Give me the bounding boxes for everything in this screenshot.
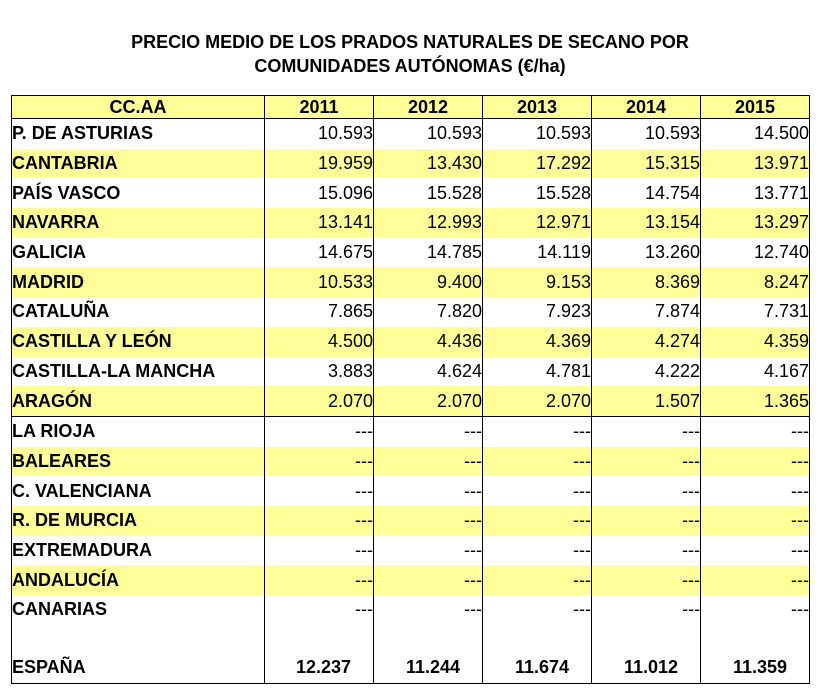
- value-cell: 2.070: [374, 386, 483, 416]
- region-name: EXTREMADURA: [12, 536, 265, 566]
- value-cell: 10.593: [265, 119, 374, 149]
- value-cell: ---: [592, 416, 701, 446]
- value-cell: ---: [374, 476, 483, 506]
- value-cell: ---: [265, 476, 374, 506]
- value-cell: 15.315: [592, 149, 701, 179]
- value-cell: ---: [483, 416, 592, 446]
- value-cell: ---: [483, 565, 592, 595]
- header-row: [12, 96, 810, 119]
- value-cell: ---: [592, 447, 701, 477]
- value-cell: ---: [701, 506, 810, 536]
- value-cell: 14.754: [592, 178, 701, 208]
- spacer-cell: [374, 625, 483, 653]
- table-row: [12, 327, 810, 357]
- region-name: ANDALUCÍA: [12, 565, 265, 595]
- value-cell: 19.959: [265, 149, 374, 179]
- spacer-row: [12, 625, 810, 653]
- header-2014: 2014: [592, 96, 701, 119]
- value-cell: 13.971: [701, 149, 810, 179]
- region-name: MADRID: [12, 267, 265, 297]
- total-row: [12, 653, 810, 684]
- value-cell: 14.500: [701, 119, 810, 149]
- header-2013: 2013: [483, 96, 592, 119]
- region-name: CATALUÑA: [12, 297, 265, 327]
- value-cell: 7.820: [374, 297, 483, 327]
- spacer-cell: [12, 625, 265, 653]
- title-line-1: PRECIO MEDIO DE LOS PRADOS NATURALES DE SECANO POR: [131, 32, 689, 52]
- value-cell: ---: [483, 506, 592, 536]
- value-cell: ---: [592, 565, 701, 595]
- value-cell: 7.923: [483, 297, 592, 327]
- value-cell: ---: [701, 595, 810, 625]
- value-cell: ---: [592, 476, 701, 506]
- value-cell: ---: [701, 416, 810, 446]
- region-name: CANTABRIA: [12, 149, 265, 179]
- value-cell: 11.359: [701, 653, 810, 684]
- region-name: BALEARES: [12, 447, 265, 477]
- table-row: [12, 416, 810, 446]
- table-row: [12, 119, 810, 149]
- table-title: [0, 30, 820, 78]
- value-cell: 4.167: [701, 357, 810, 387]
- region-name: NAVARRA: [12, 208, 265, 238]
- table-row: [12, 506, 810, 536]
- title-line-2: COMUNIDADES AUTÓNOMAS (€/ha): [254, 56, 566, 76]
- value-cell: 13.260: [592, 238, 701, 268]
- value-cell: ---: [592, 595, 701, 625]
- value-cell: ---: [483, 595, 592, 625]
- value-cell: 7.874: [592, 297, 701, 327]
- value-cell: 13.141: [265, 208, 374, 238]
- value-cell: 8.369: [592, 267, 701, 297]
- value-cell: 10.593: [592, 119, 701, 149]
- value-cell: ---: [701, 476, 810, 506]
- table-row: [12, 357, 810, 387]
- header-ccaa: CC.AA: [12, 96, 265, 119]
- table-row: [12, 595, 810, 625]
- value-cell: 17.292: [483, 149, 592, 179]
- value-cell: 4.274: [592, 327, 701, 357]
- value-cell: 13.430: [374, 149, 483, 179]
- value-cell: 11.244: [374, 653, 483, 684]
- value-cell: 11.674: [483, 653, 592, 684]
- value-cell: 10.593: [374, 119, 483, 149]
- region-name: GALICIA: [12, 238, 265, 268]
- value-cell: ---: [701, 565, 810, 595]
- value-cell: ---: [265, 565, 374, 595]
- price-table: [11, 95, 810, 684]
- table-row: [12, 178, 810, 208]
- table-row: [12, 536, 810, 566]
- table-row: [12, 208, 810, 238]
- value-cell: 11.012: [592, 653, 701, 684]
- value-cell: 13.297: [701, 208, 810, 238]
- header-2011: 2011: [265, 96, 374, 119]
- value-cell: 1.365: [701, 386, 810, 416]
- value-cell: 14.785: [374, 238, 483, 268]
- table-row: [12, 386, 810, 416]
- header-2015: 2015: [701, 96, 810, 119]
- value-cell: 13.771: [701, 178, 810, 208]
- value-cell: ---: [374, 536, 483, 566]
- value-cell: 4.436: [374, 327, 483, 357]
- value-cell: 12.740: [701, 238, 810, 268]
- region-name: R. DE MURCIA: [12, 506, 265, 536]
- table-row: [12, 297, 810, 327]
- value-cell: 13.154: [592, 208, 701, 238]
- value-cell: 15.528: [374, 178, 483, 208]
- spacer-cell: [265, 625, 374, 653]
- value-cell: ---: [483, 536, 592, 566]
- value-cell: ---: [265, 595, 374, 625]
- header-2012: 2012: [374, 96, 483, 119]
- value-cell: 4.369: [483, 327, 592, 357]
- region-name: ESPAÑA: [12, 653, 265, 684]
- value-cell: 3.883: [265, 357, 374, 387]
- value-cell: ---: [592, 536, 701, 566]
- value-cell: 1.507: [592, 386, 701, 416]
- value-cell: 12.237: [265, 653, 374, 684]
- table-row: [12, 565, 810, 595]
- value-cell: ---: [483, 476, 592, 506]
- region-name: ARAGÓN: [12, 386, 265, 416]
- region-name: CASTILLA Y LEÓN: [12, 327, 265, 357]
- table-row: [12, 476, 810, 506]
- spacer-cell: [701, 625, 810, 653]
- value-cell: 2.070: [483, 386, 592, 416]
- value-cell: 2.070: [265, 386, 374, 416]
- value-cell: 15.096: [265, 178, 374, 208]
- value-cell: 4.781: [483, 357, 592, 387]
- value-cell: ---: [374, 506, 483, 536]
- value-cell: 9.400: [374, 267, 483, 297]
- value-cell: ---: [265, 536, 374, 566]
- value-cell: 7.865: [265, 297, 374, 327]
- value-cell: ---: [265, 447, 374, 477]
- value-cell: 12.971: [483, 208, 592, 238]
- region-name: LA RIOJA: [12, 416, 265, 446]
- value-cell: 4.359: [701, 327, 810, 357]
- value-cell: ---: [374, 416, 483, 446]
- value-cell: 12.993: [374, 208, 483, 238]
- value-cell: 10.593: [483, 119, 592, 149]
- region-name: CANARIAS: [12, 595, 265, 625]
- value-cell: ---: [374, 447, 483, 477]
- value-cell: 4.222: [592, 357, 701, 387]
- value-cell: ---: [265, 416, 374, 446]
- value-cell: 15.528: [483, 178, 592, 208]
- region-name: C. VALENCIANA: [12, 476, 265, 506]
- value-cell: ---: [265, 506, 374, 536]
- table-row: [12, 267, 810, 297]
- value-cell: ---: [374, 565, 483, 595]
- value-cell: 10.533: [265, 267, 374, 297]
- value-cell: 14.119: [483, 238, 592, 268]
- value-cell: ---: [701, 536, 810, 566]
- spacer-cell: [592, 625, 701, 653]
- spacer-cell: [483, 625, 592, 653]
- region-name: CASTILLA-LA MANCHA: [12, 357, 265, 387]
- value-cell: ---: [592, 506, 701, 536]
- region-name: P. DE ASTURIAS: [12, 119, 265, 149]
- value-cell: ---: [483, 447, 592, 477]
- value-cell: 9.153: [483, 267, 592, 297]
- value-cell: ---: [701, 447, 810, 477]
- value-cell: 8.247: [701, 267, 810, 297]
- value-cell: ---: [374, 595, 483, 625]
- value-cell: 4.624: [374, 357, 483, 387]
- value-cell: 7.731: [701, 297, 810, 327]
- table-row: [12, 238, 810, 268]
- value-cell: 14.675: [265, 238, 374, 268]
- value-cell: 4.500: [265, 327, 374, 357]
- table-body: [12, 119, 810, 684]
- table-row: [12, 447, 810, 477]
- region-name: PAÍS VASCO: [12, 178, 265, 208]
- table-row: [12, 149, 810, 179]
